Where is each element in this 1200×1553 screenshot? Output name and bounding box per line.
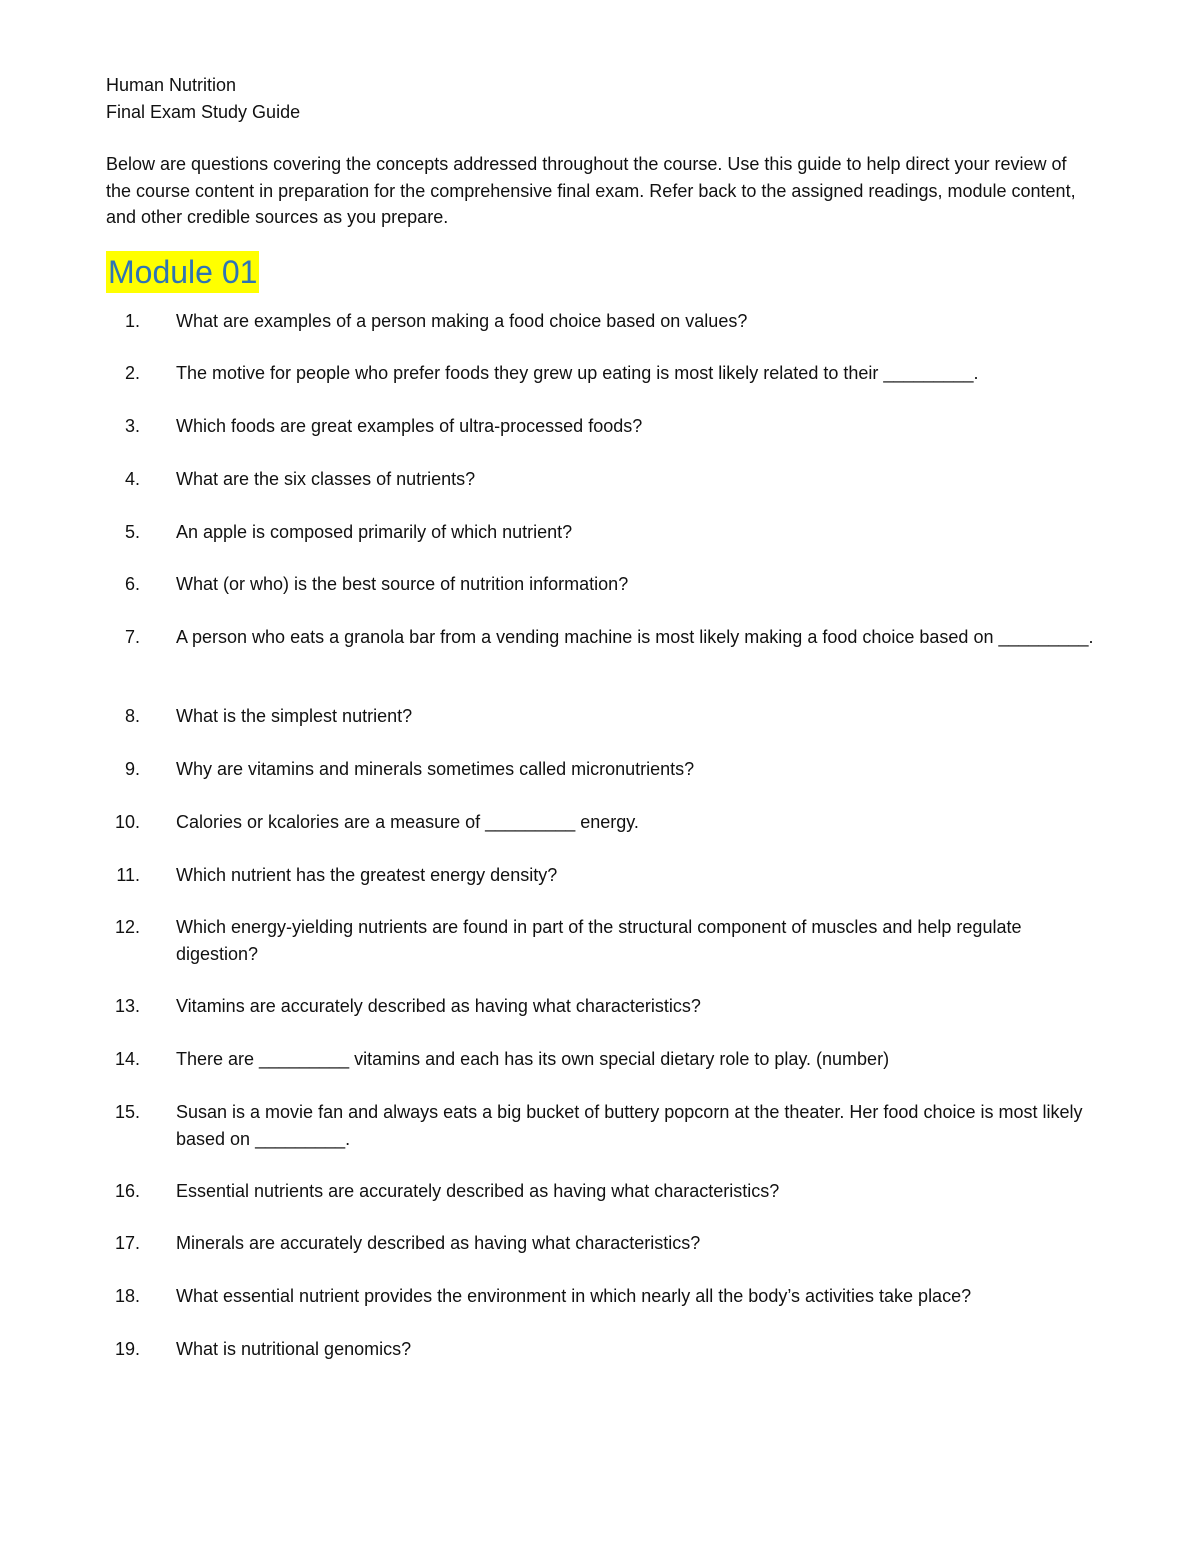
question-item [106, 756, 1096, 783]
question-item [106, 862, 1096, 889]
course-name: Human Nutrition [106, 75, 237, 95]
question-text: The motive for people who prefer foods they grew up eating is most likely related to their _________. [176, 363, 979, 383]
question-text: What essential nutrient provides the environment in which nearly all the body’s activities take place? [176, 1286, 972, 1306]
question-text: Calories or kcalories are a measure of _________ energy. [176, 812, 639, 832]
question-item [106, 703, 1096, 730]
question-number: 19. [114, 1339, 140, 1359]
question-text: A person who eats a granola bar from a vending machine is most likely making a food choice based on _________. [176, 627, 1094, 647]
question-text: What is nutritional genomics? [176, 1339, 412, 1359]
question-number: 8. [124, 706, 140, 726]
question-item [106, 1336, 1096, 1363]
question-number: 16. [114, 1181, 140, 1201]
question-text: What are the six classes of nutrients? [176, 469, 476, 489]
question-item [106, 1178, 1096, 1205]
question-number: 18. [114, 1286, 140, 1306]
question-text: Which nutrient has the greatest energy density? [176, 865, 558, 885]
question-number: 7. [124, 627, 140, 647]
question-item [106, 809, 1096, 836]
question-text: Minerals are accurately described as having what characteristics? [176, 1233, 701, 1253]
question-item [106, 413, 1096, 440]
question-text: What are examples of a person making a food choice based on values? [176, 311, 748, 331]
question-text: Susan is a movie fan and always eats a big bucket of buttery popcorn at the theater. Her food choice is most likely based on _________. [176, 1102, 1083, 1149]
question-item [106, 1283, 1096, 1310]
question-number: 3. [124, 416, 140, 436]
question-number: 5. [124, 522, 140, 542]
question-item [106, 571, 1096, 598]
question-number: 17. [114, 1233, 140, 1253]
question-text: Which foods are great examples of ultra-processed foods? [176, 416, 643, 436]
question-text: An apple is composed primarily of which nutrient? [176, 522, 573, 542]
question-number: 2. [124, 363, 140, 383]
question-text: What is the simplest nutrient? [176, 706, 413, 726]
question-number: 10. [114, 812, 140, 832]
question-text: There are _________ vitamins and each has its own special dietary role to play. (number) [176, 1049, 890, 1069]
question-item [106, 1099, 1096, 1153]
question-text: Which energy-yielding nutrients are found in part of the structural component of muscles and help regulate digestion? [176, 917, 1022, 964]
question-number: 9. [124, 759, 140, 779]
question-number: 14. [114, 1049, 140, 1069]
question-text: What (or who) is the best source of nutrition information? [176, 574, 629, 594]
question-number: 15. [114, 1102, 140, 1122]
question-number: 11. [116, 865, 140, 885]
document-title: Final Exam Study Guide [106, 102, 301, 122]
question-item [106, 993, 1096, 1020]
question-text: Vitamins are accurately described as having what characteristics? [176, 996, 701, 1016]
question-item [106, 1046, 1096, 1073]
question-item [106, 308, 1096, 335]
question-number: 4. [124, 469, 140, 489]
question-item [106, 360, 1096, 387]
question-item [106, 1230, 1096, 1257]
question-number: 12. [114, 917, 140, 937]
module-heading: Module 01 [106, 251, 259, 293]
question-item [106, 914, 1096, 968]
question-text: Why are vitamins and minerals sometimes called micronutrients? [176, 759, 695, 779]
question-number: 6. [124, 574, 140, 594]
question-item [106, 624, 1096, 651]
intro-paragraph: Below are questions covering the concepts addressed throughout the course. Use this guide to help direct your review of the course content in preparation for the comprehensive final exam. Refer back to the assigned readings, module content, and other credible sources as you prepare. [106, 154, 1076, 227]
document-header [106, 72, 1106, 126]
question-number: 1. [124, 311, 140, 331]
question-number: 13. [114, 996, 140, 1016]
question-item [106, 519, 1096, 546]
question-item [106, 466, 1096, 493]
question-text: Essential nutrients are accurately described as having what characteristics? [176, 1181, 780, 1201]
